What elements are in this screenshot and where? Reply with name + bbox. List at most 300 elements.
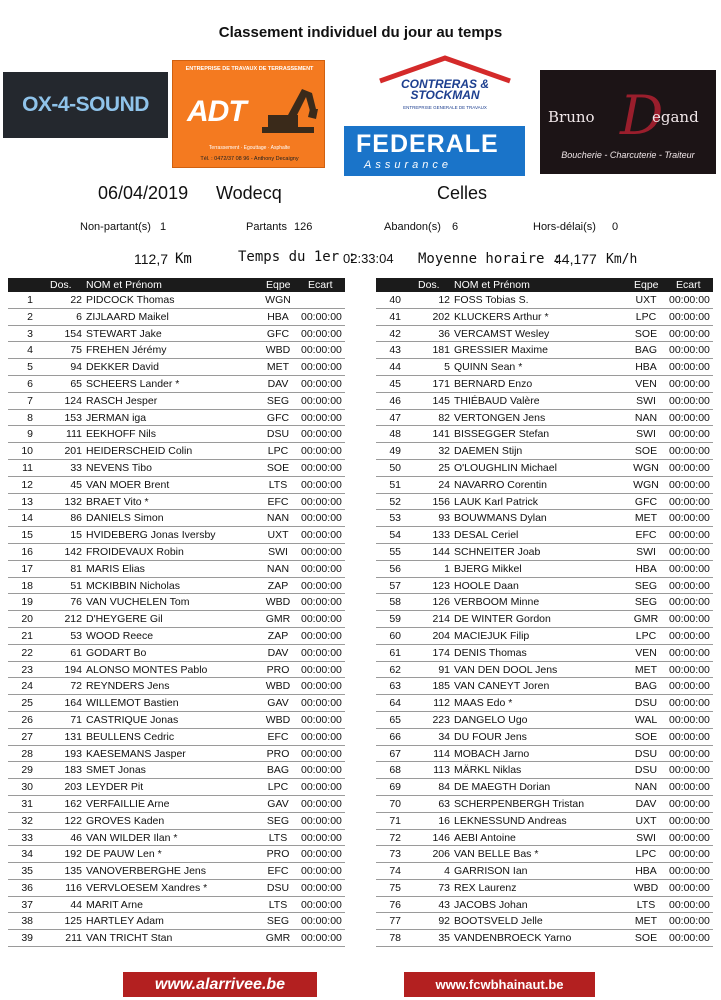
table-row (8, 930, 345, 947)
rider-name-cell: DANIELS Simon (86, 512, 164, 525)
rider-name-cell: FOSS Tobias S. (454, 294, 529, 306)
table-row (8, 426, 345, 443)
gap-cell: 00:00:00 (301, 646, 342, 659)
fcwbhainaut-link[interactable]: www.fcwbhainaut.be (404, 972, 595, 997)
gap-cell: 00:00:00 (669, 730, 710, 743)
bib-cell: 63 (438, 797, 450, 810)
rider-name-cell: DANGELO Ugo (454, 713, 528, 726)
table-row (8, 309, 345, 326)
gap-cell: 00:00:00 (301, 898, 342, 911)
gap-cell: 00:00:00 (669, 797, 710, 810)
table-row (376, 611, 713, 628)
bib-cell: 91 (438, 663, 450, 676)
rank-cell: 58 (389, 596, 401, 609)
rank-cell: 6 (27, 377, 33, 390)
hors-delai-label: Hors-délai(s) (533, 221, 596, 233)
team-cell: NAN (266, 562, 290, 575)
degand-initial: D (620, 84, 664, 147)
team-cell: LPC (267, 781, 289, 794)
gap-cell: 00:00:00 (669, 394, 710, 407)
contreras-stockman-logo (372, 55, 518, 117)
table-row (8, 846, 345, 863)
rank-cell: 55 (389, 545, 401, 558)
degand-subtitle: Boucherie - Charcuterie - Traiteur (561, 150, 695, 160)
gap-cell: 00:00:00 (669, 310, 710, 323)
bib-cell: 171 (432, 377, 450, 390)
table-row (8, 510, 345, 527)
table-row (8, 561, 345, 578)
race-date: 06/04/2019 (98, 183, 189, 203)
table-row (376, 729, 713, 746)
rider-name-cell: NEVENS Tibo (86, 461, 152, 474)
team-cell: GMR (633, 613, 659, 626)
rank-cell: 7 (27, 394, 33, 407)
rider-name-cell: DE WINTER Gordon (454, 613, 551, 626)
table-row (376, 527, 713, 544)
rider-name-cell: BRAET Vito * (86, 495, 149, 508)
gap-cell: 00:00:00 (669, 596, 710, 609)
team-cell: LPC (635, 848, 657, 861)
team-cell: DSU (266, 881, 290, 894)
rider-name-cell: MOBACH Jarno (454, 747, 530, 760)
bib-cell: 46 (70, 831, 82, 844)
gap-cell: 00:00:00 (301, 629, 342, 642)
rider-name-cell: AEBI Antoine (454, 831, 516, 844)
avg-speed-value: 44,177 (554, 251, 597, 267)
rank-cell: 41 (389, 310, 401, 323)
bib-cell: 86 (70, 512, 82, 525)
bib-cell: 72 (70, 680, 82, 693)
team-cell: GMR (265, 932, 291, 945)
rider-name-cell: BEULLENS Cedric (86, 730, 175, 743)
rider-name-cell: HARTLEY Adam (86, 915, 164, 928)
bib-cell: 204 (432, 629, 450, 642)
abandons-label: Abandon(s) (384, 221, 441, 233)
non-partants-value: 1 (160, 221, 167, 233)
rider-name-cell: BISSEGGER Stefan (454, 428, 550, 441)
bib-cell: 6 (76, 310, 82, 323)
gap-cell: 00:00:00 (301, 932, 342, 945)
gap-cell: 00:00:00 (669, 377, 710, 390)
rank-cell: 56 (389, 562, 401, 575)
bib-cell: 44 (70, 898, 82, 911)
team-cell: EFC (267, 865, 289, 878)
rider-name-cell: VAN VUCHELEN Tom (86, 596, 190, 609)
gap-cell: 00:00:00 (301, 310, 342, 323)
rank-cell: 38 (21, 915, 33, 928)
team-cell: GMR (265, 613, 291, 626)
bib-cell: 94 (70, 361, 82, 374)
team-cell: SWI (636, 394, 656, 407)
bib-cell: 81 (70, 562, 82, 575)
rank-cell: 78 (389, 932, 401, 945)
gap-cell: 00:00:00 (669, 663, 710, 676)
team-cell: WBD (265, 344, 291, 357)
header-dos: Dos. (418, 279, 440, 291)
team-cell: SWI (268, 545, 288, 558)
bib-cell: 144 (432, 545, 450, 558)
rider-name-cell: GROVES Kaden (86, 814, 165, 827)
team-cell: LTS (636, 898, 656, 911)
gap-cell: 00:00:00 (669, 428, 710, 441)
rider-name-cell: VAN DEN DOOL Jens (454, 663, 558, 676)
rider-name-cell: HEIDERSCHEID Colin (86, 445, 193, 458)
table-row (8, 645, 345, 662)
gap-cell: 00:00:00 (669, 932, 710, 945)
partants-value: 126 (294, 221, 313, 233)
bib-cell: 123 (432, 579, 450, 592)
bib-cell: 142 (64, 545, 82, 558)
team-cell: WGN (265, 294, 291, 306)
rider-name-cell: FROIDEVAUX Robin (86, 545, 184, 558)
team-cell: WBD (265, 596, 291, 609)
table-row (376, 326, 713, 343)
gap-cell: 00:00:00 (669, 294, 710, 306)
bib-cell: 45 (70, 478, 82, 491)
team-cell: WBD (265, 713, 291, 726)
table-row (376, 494, 713, 511)
rider-name-cell: THIÉBAUD Valère (454, 394, 540, 407)
team-cell: SOE (634, 730, 658, 743)
rider-name-cell: PIDCOCK Thomas (86, 294, 175, 306)
table-row (8, 880, 345, 897)
contreras-stockman-line2: STOCKMAN (410, 88, 480, 102)
team-cell: ZAP (267, 629, 289, 642)
gap-cell: 00:00:00 (669, 344, 710, 357)
table-row (8, 796, 345, 813)
gap-cell: 00:00:00 (669, 881, 710, 894)
table-row (376, 410, 713, 427)
team-cell: SEG (634, 579, 658, 592)
rider-name-cell: MARIT Arne (86, 898, 143, 911)
team-cell: EFC (267, 730, 289, 743)
team-cell: WBD (633, 881, 659, 894)
gap-cell: 00:00:00 (301, 848, 342, 861)
rank-cell: 1 (27, 294, 33, 306)
table-row (376, 594, 713, 611)
rank-cell: 59 (389, 613, 401, 626)
header-team: Eqpe (634, 279, 659, 291)
rank-cell: 75 (389, 881, 401, 894)
team-cell: NAN (634, 411, 658, 424)
rider-name-cell: FREHEN Jérémy (86, 344, 167, 357)
rider-name-cell: GODART Bo (86, 646, 147, 659)
gap-cell: 00:00:00 (301, 512, 342, 525)
bib-cell: 84 (438, 781, 450, 794)
bib-cell: 34 (438, 730, 450, 743)
team-cell: GFC (266, 411, 290, 424)
bib-cell: 113 (433, 764, 450, 777)
team-cell: DAV (635, 797, 657, 810)
rank-cell: 53 (389, 512, 401, 525)
rank-cell: 40 (389, 294, 401, 306)
rider-name-cell: SCHEERS Lander * (86, 377, 180, 390)
header-dos: Dos. (50, 279, 72, 291)
rider-name-cell: JERMAN iga (86, 411, 147, 424)
table-row (8, 662, 345, 679)
bib-cell: 25 (438, 461, 450, 474)
table-row (8, 729, 345, 746)
rider-name-cell: DAEMEN Stijn (454, 445, 523, 458)
gap-cell: 00:00:00 (301, 461, 342, 474)
table-row (376, 863, 713, 880)
rank-cell: 19 (21, 596, 33, 609)
table-row (8, 695, 345, 712)
rank-cell: 4 (27, 344, 33, 357)
team-cell: NAN (634, 781, 658, 794)
bib-cell: 126 (432, 596, 450, 609)
header-team: Eqpe (266, 279, 291, 291)
bib-cell: 193 (64, 747, 82, 760)
rank-cell: 13 (21, 495, 33, 508)
ox-4-sound-logo-text: OX-4-SOUND (22, 93, 149, 116)
team-cell: UXT (267, 529, 289, 542)
team-cell: SWI (636, 545, 656, 558)
bib-cell: 206 (432, 848, 450, 861)
gap-cell: 00:00:00 (301, 747, 342, 760)
gap-cell: 00:00:00 (669, 613, 710, 626)
bib-cell: 32 (438, 445, 450, 458)
federale-name: FEDERALE (356, 130, 499, 158)
rank-cell: 42 (389, 327, 401, 340)
rider-name-cell: REYNDERS Jens (86, 680, 170, 693)
table-row (376, 746, 713, 763)
rank-cell: 69 (389, 781, 401, 794)
rank-cell: 67 (389, 747, 401, 760)
bib-cell: 125 (64, 915, 82, 928)
rider-name-cell: SCHNEITER Joab (454, 545, 541, 558)
rider-name-cell: ALONSO MONTES Pablo (86, 663, 208, 676)
rank-cell: 27 (21, 730, 33, 743)
rank-cell: 12 (21, 478, 33, 491)
rider-name-cell: LAUK Karl Patrick (454, 495, 539, 508)
team-cell: LPC (635, 629, 657, 642)
table-row (376, 477, 713, 494)
team-cell: DSU (634, 747, 658, 760)
degand-first: Bruno (548, 108, 595, 126)
gap-cell: 00:00:00 (669, 848, 710, 861)
rider-name-cell: O'LOUGHLIN Michael (454, 461, 557, 474)
distance-unit: Km (175, 251, 192, 267)
table-row (376, 342, 713, 359)
alarrivee-link[interactable]: www.alarrivee.be (123, 972, 317, 997)
bib-cell: 73 (438, 881, 450, 894)
bib-cell: 53 (70, 629, 82, 642)
bib-cell: 12 (438, 294, 450, 306)
team-cell: WBD (265, 680, 291, 693)
rank-cell: 33 (21, 831, 33, 844)
bib-cell: 181 (432, 344, 450, 357)
table-row (376, 897, 713, 914)
gap-cell: 00:00:00 (669, 562, 710, 575)
gap-cell: 00:00:00 (669, 865, 710, 878)
team-cell: LTS (268, 478, 288, 491)
rider-name-cell: QUINN Sean * (454, 361, 523, 374)
gap-cell: 00:00:00 (301, 327, 342, 340)
table-row (376, 359, 713, 376)
rank-cell: 48 (389, 428, 401, 441)
bib-cell: 132 (64, 495, 82, 508)
rider-name-cell: KAESEMANS Jasper (86, 747, 186, 760)
bib-cell: 145 (432, 394, 450, 407)
table-row (376, 880, 713, 897)
non-partants-label: Non-partant(s) (80, 221, 151, 233)
bib-cell: 174 (432, 646, 450, 659)
table-row (376, 393, 713, 410)
distance-value: 112,7 (134, 251, 168, 267)
table-row (376, 846, 713, 863)
rider-name-cell: NAVARRO Corentin (454, 478, 547, 491)
rank-cell: 3 (27, 327, 33, 340)
rider-name-cell: DENIS Thomas (454, 646, 527, 659)
team-cell: UXT (635, 294, 657, 306)
team-cell: HBA (267, 310, 289, 323)
rider-name-cell: VERFAILLIE Arne (86, 797, 170, 810)
team-cell: HBA (635, 562, 657, 575)
rank-cell: 51 (389, 478, 401, 491)
rank-cell: 28 (21, 747, 33, 760)
table-row (376, 779, 713, 796)
bruno-degand-logo (540, 70, 716, 174)
table-row (8, 762, 345, 779)
federale-assurance-logo (344, 126, 525, 176)
time-first-label: Temps du 1er : (238, 249, 357, 265)
bib-cell: 156 (432, 495, 450, 508)
gap-cell: 00:00:00 (669, 680, 710, 693)
rider-name-cell: VAN WILDER Ilan * (86, 831, 178, 844)
table-row (8, 494, 345, 511)
rank-cell: 15 (21, 529, 33, 542)
team-cell: WGN (633, 478, 659, 491)
rider-name-cell: VAN TRICHT Stan (86, 932, 173, 945)
rank-cell: 39 (21, 932, 33, 945)
bib-cell: 194 (64, 663, 82, 676)
rank-cell: 5 (27, 361, 33, 374)
gap-cell: 00:00:00 (301, 562, 342, 575)
gap-cell: 00:00:00 (301, 377, 342, 390)
gap-cell: 00:00:00 (301, 495, 342, 508)
gap-cell: 00:00:00 (301, 814, 342, 827)
rank-cell: 66 (389, 730, 401, 743)
team-cell: DAV (267, 646, 289, 659)
rider-name-cell: MARIS Elias (86, 562, 145, 575)
rider-name-cell: VERCAMST Wesley (454, 327, 550, 340)
abandons-value: 6 (452, 221, 459, 233)
rank-cell: 36 (21, 881, 33, 894)
gap-cell: 00:00:00 (301, 797, 342, 810)
rank-cell: 20 (21, 613, 33, 626)
hors-delai-value: 0 (612, 221, 619, 233)
gap-cell: 00:00:00 (669, 529, 710, 542)
bib-cell: 133 (432, 529, 450, 542)
rank-cell: 9 (27, 428, 33, 441)
team-cell: LPC (635, 310, 657, 323)
bib-cell: 111 (66, 428, 82, 441)
rider-name-cell: HVIDEBERG Jonas Iversby (86, 529, 216, 542)
table-row (8, 611, 345, 628)
table-body (8, 292, 345, 947)
rank-cell: 77 (389, 915, 401, 928)
table-row (376, 510, 713, 527)
rank-cell: 70 (389, 797, 401, 810)
rank-cell: 23 (21, 663, 33, 676)
table-row (8, 477, 345, 494)
race-finish: Celles (437, 183, 488, 203)
bib-cell: 5 (444, 361, 450, 374)
bib-cell: 4 (444, 865, 450, 878)
table-row (8, 628, 345, 645)
table-row (376, 561, 713, 578)
bib-cell: 33 (70, 461, 82, 474)
team-cell: EFC (267, 495, 289, 508)
table-row (8, 460, 345, 477)
rider-name-cell: HOOLE Daan (454, 579, 519, 592)
table-row (376, 830, 713, 847)
gap-cell: 00:00:00 (669, 629, 710, 642)
gap-cell: 00:00:00 (301, 663, 342, 676)
gap-cell: 00:00:00 (301, 680, 342, 693)
rank-cell: 73 (389, 848, 401, 861)
team-cell: SWI (636, 428, 656, 441)
table-row (376, 712, 713, 729)
bib-cell: 15 (70, 529, 82, 542)
team-cell: EFC (635, 529, 657, 542)
results-table-right (376, 278, 713, 947)
rider-name-cell: GRESSIER Maxime (454, 344, 548, 357)
page-title: Classement individuel du jour au temps (218, 24, 503, 41)
gap-cell: 00:00:00 (669, 747, 710, 760)
team-cell: BAG (634, 680, 658, 693)
rider-name-cell: RASCH Jesper (86, 394, 158, 407)
table-header (8, 278, 345, 292)
gap-cell: 00:00:00 (301, 831, 342, 844)
rank-cell: 44 (389, 361, 401, 374)
gap-cell: 00:00:00 (301, 445, 342, 458)
bib-cell: 192 (64, 848, 82, 861)
gap-cell: 00:00:00 (301, 865, 342, 878)
bib-cell: 162 (64, 797, 82, 810)
rank-cell: 63 (389, 680, 401, 693)
team-cell: GFC (266, 327, 290, 340)
team-cell: DSU (634, 697, 658, 710)
team-cell: LPC (267, 445, 289, 458)
bib-cell: 122 (64, 814, 82, 827)
rider-name-cell: MACIEJUK Filip (454, 629, 530, 642)
team-cell: BAG (634, 344, 658, 357)
gap-cell: 00:00:00 (669, 512, 710, 525)
gap-cell: 00:00:00 (301, 881, 342, 894)
table-row (8, 594, 345, 611)
rider-name-cell: BJERG Mikkel (454, 562, 522, 575)
team-cell: DSU (634, 764, 658, 777)
rank-cell: 22 (21, 646, 33, 659)
rank-cell: 60 (389, 629, 401, 642)
bib-cell: 76 (70, 596, 82, 609)
rider-name-cell: VAN CANEYT Joren (454, 680, 550, 693)
table-row (8, 410, 345, 427)
rank-cell: 50 (389, 461, 401, 474)
bib-cell: 211 (65, 932, 82, 945)
bib-cell: 135 (64, 865, 82, 878)
table-row (8, 897, 345, 914)
table-row (8, 443, 345, 460)
rank-cell: 37 (21, 898, 33, 911)
bib-cell: 22 (70, 294, 82, 306)
team-cell: GAV (267, 697, 289, 710)
table-row (376, 578, 713, 595)
table-row (376, 628, 713, 645)
gap-cell: 00:00:00 (301, 730, 342, 743)
